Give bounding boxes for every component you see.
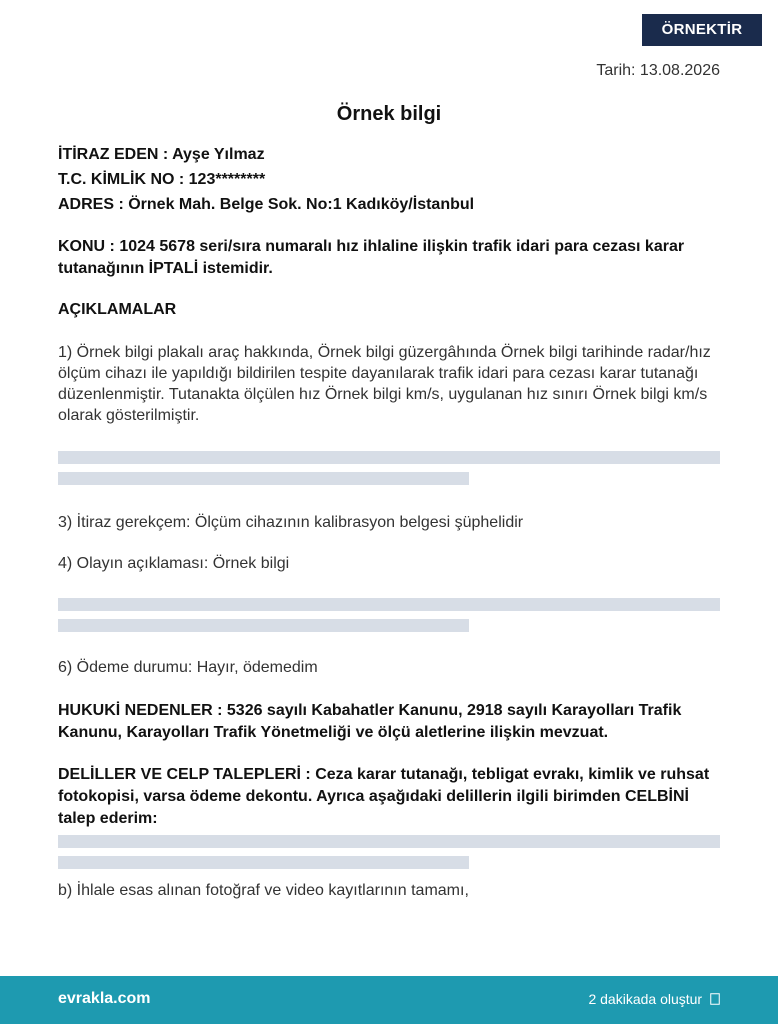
address-line: ADRES : Örnek Mah. Belge Sok. No:1 Kadıköy/İstanbul [58, 196, 475, 213]
id-number-line: T.C. KİMLİK NO : 123******** [58, 171, 266, 188]
item-3-paragraph: 3) İtiraz gerekçem: Ölçüm cihazının kalibrasyon belgesi şüphelidir [58, 514, 524, 531]
item-1-paragraph: 1) Örnek bilgi plakalı araç hakkında, Örnek bilgi güzergâhında Örnek bilgi tarihinde radar/hız ölçüm cihazı ile yapıldığı bildirilen tespite dayanılarak trafik idari para cezası karar tutanağı düzenlenmiştir. Tutanakta ölçülen hız Örnek bilgi km/s, uygulanan hız sınırı Örnek bilgi km/s olarak gösterilmiştir. [58, 344, 711, 424]
evidence-item-b: b) İhlale esas alınan fotoğraf ve video kayıtlarının tamamı, [58, 882, 469, 899]
footer-bar [0, 976, 778, 1024]
redacted-line [58, 835, 720, 848]
document-date: Tarih: 13.08.2026 [596, 62, 720, 79]
redacted-line [58, 856, 469, 869]
objector-line: İTİRAZ EDEN : Ayşe Yılmaz [58, 146, 265, 163]
item-6-paragraph: 6) Ödeme durumu: Hayır, ödemedim [58, 659, 318, 676]
subject-paragraph: KONU : 1024 5678 seri/sıra numaralı hız ihlaline ilişkin trafik idari para cezası karar tutanağının İPTALİ istemidir. [58, 238, 685, 277]
evidence-paragraph: DELİLLER VE CELP TALEPLERİ : Ceza karar tutanağı, tebligat evrakı, kimlik ve ruhsat fotokopisi, varsa ödeme dekontu. Ayrıca aşağıdaki delillerin ilgili birimden CELBİNİ talep ederim: [58, 766, 710, 827]
brand-link[interactable]: evrakla.com [58, 990, 151, 1007]
document-title: Örnek bilgi [336, 103, 442, 125]
arrow-right-icon [710, 991, 720, 1007]
redacted-line [58, 451, 720, 464]
redacted-line [58, 472, 469, 485]
legal-grounds-paragraph: HUKUKİ NEDENLER : 5326 sayılı Kabahatler Kanunu, 2918 sayılı Karayolları Trafik Kanunu, Karayolları Trafik Yönetmeliği ve ölçü aletlerine ilişkin mevzuat. [58, 702, 682, 741]
create-document-button[interactable] [588, 991, 720, 1007]
sample-badge: ÖRNEKTİR [642, 14, 762, 46]
item-4-paragraph: 4) Olayın açıklaması: Örnek bilgi [58, 555, 290, 572]
create-document-label: 2 dakikada oluştur [588, 991, 703, 1007]
redacted-line [58, 619, 469, 632]
redacted-line [58, 598, 720, 611]
explanations-heading: AÇIKLAMALAR [58, 301, 177, 318]
